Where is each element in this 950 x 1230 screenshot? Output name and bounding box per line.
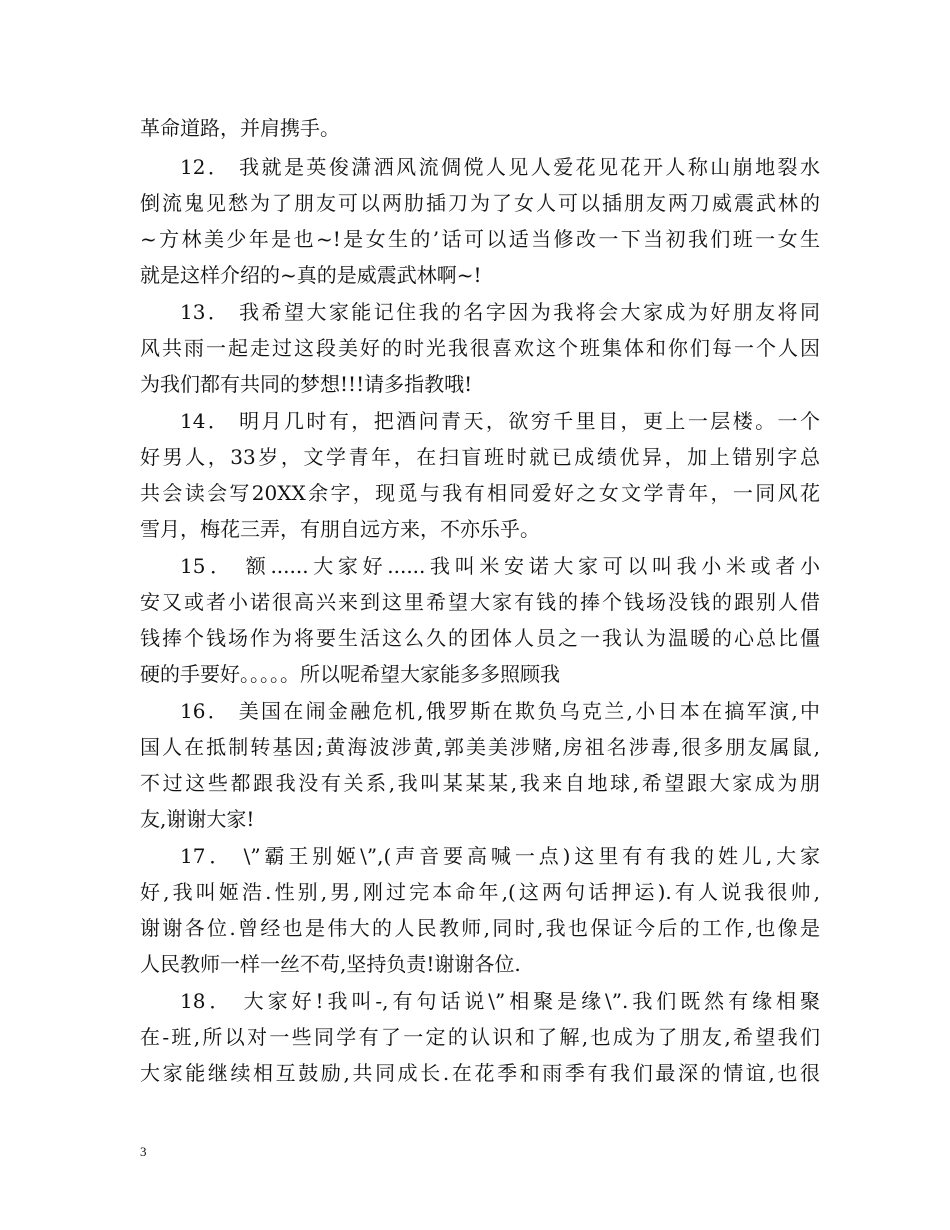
text-line: 硬的手要好。。。。。所以呢希望大家能多多照顾我 [140,662,560,686]
text-line: 共会读会写20XX余字，现觅与我有相同爱好之女文学青年，一同风花 [140,481,820,505]
text-line: 雪月，梅花三弄，有朋自远方来，不亦乐乎。 [140,517,540,541]
text-line: 大家能继续相互鼓励,共同成长.在花季和雨季有我们最深的情谊,也很 [140,1061,820,1085]
text-line: 人民教师一样一丝不苟,坚持负责!谢谢各位. [140,952,521,976]
page-number: 3 [140,1144,147,1159]
text-line: 谢谢各位.曾经也是伟大的人民教师,同时,我也保证今后的工作,也像是 [140,916,820,940]
text-line: 革命道路，并肩携手。 [140,116,340,140]
text-line: 不过这些都跟我没有关系,我叫某某某,我来自地球,希望跟大家成为朋 [140,771,820,795]
text-line: 国人在抵制转基因;黄海波涉黄,郭美美涉赌,房祖名涉毒,很多朋友属鼠, [140,735,820,759]
text-line: 就是这样介绍的~真的是威震武林啊~! [140,263,482,287]
text-line: 18． 大家好!我叫-,有句话说\”相聚是缘\”.我们既然有缘相聚 [180,989,820,1013]
text-line: 好,我叫姬浩.性别,男,刚过完本命年,(这两句话押运).有人说我很帅, [140,880,820,904]
text-line: 16． 美国在闹金融危机,俄罗斯在欺负乌克兰,小日本在搞军演,中 [180,699,820,723]
text-line: 倒流鬼见愁为了朋友可以两肋插刀为了女人可以插朋友两刀威震武林的 [140,191,820,215]
text-line: 17． \”霸王别姬\”,(声音要高喊一点)这里有有我的姓儿,大家 [180,844,820,868]
text-line: 友,谢谢大家! [140,807,255,831]
text-line: 13． 我希望大家能记住我的名字因为我将会大家成为好朋友将同 [180,300,820,324]
text-line: 为我们都有共同的梦想!!!请多指教哦! [140,372,473,396]
text-line: ~方林美少年是也~!是女生的’话可以适当修改一下当初我们班一女生 [140,227,820,251]
text-line: 安又或者小诺很高兴来到这里希望大家有钱的捧个钱场没钱的跟别人借 [140,590,820,614]
text-line: 15． 额......大家好......我叫米安诺大家可以叫我小米或者小 [180,554,820,578]
text-line: 钱捧个钱场作为将要生活这么久的团体人员之一我认为温暖的心总比僵 [140,626,820,650]
text-line: 14． 明月几时有，把酒问青天，欲穷千里目，更上一层楼。一个 [180,409,820,433]
text-line: 好男人，33岁，文学青年，在扫盲班时就已成绩优异，加上错别字总 [140,445,820,469]
text-line: 风共雨一起走过这段美好的时光我很喜欢这个班集体和你们每一个人因 [140,336,820,360]
text-line: 在-班,所以对一些同学有了一定的认识和了解,也成为了朋友,希望我们 [140,1025,820,1049]
text-line: 12． 我就是英俊潇洒风流倜傥人见人爱花见花开人称山崩地裂水 [180,155,820,179]
